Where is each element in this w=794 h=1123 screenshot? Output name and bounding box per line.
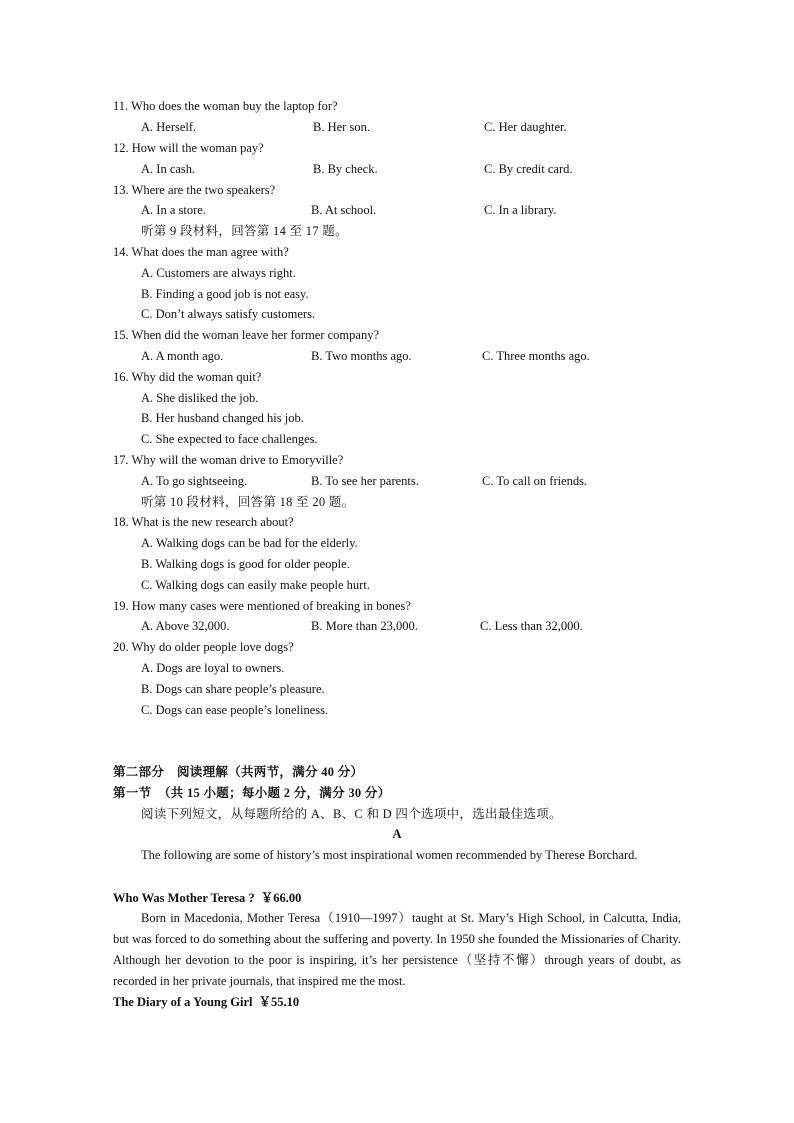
q20-option-a: A. Dogs are loyal to owners.	[141, 661, 285, 675]
book-heading-1	[113, 890, 301, 906]
q16-option-c: C. She expected to face challenges.	[141, 432, 318, 446]
q17-option-c: C. To call on friends.	[482, 474, 588, 488]
q18-option-c: C. Walking dogs can easily make people hurt.	[141, 578, 370, 592]
q19-option-b: B. More than 23,000.	[311, 619, 418, 633]
q20-option-c: C. Dogs can ease people’s loneliness.	[141, 703, 329, 717]
reading-instruction: 阅读下列短文，从每题所给的 A、B、C 和 D 四个选项中，选出最佳选项。	[141, 807, 562, 821]
question-18: 18. What is the new research about?	[113, 515, 294, 529]
q19-option-a: A. Above 32,000.	[141, 619, 230, 633]
section-one-title: 第一节 （共 15 小题；每小题 2 分，满分 30 分）	[113, 786, 391, 800]
passage-intro: The following are some of history’s most inspirational women recommended by Therese Borchard.	[141, 848, 638, 862]
book-price-1: ￥66.00	[260, 891, 302, 905]
q14-option-a: A. Customers are always right.	[141, 266, 296, 280]
instruction-segment-10: 听第 10 段材料，回答第 18 至 20 题。	[141, 495, 355, 509]
q14-option-c: C. Don’t always satisfy customers.	[141, 307, 316, 321]
q13-option-b: B. At school.	[311, 203, 377, 217]
question-17: 17. Why will the woman drive to Emoryville?	[113, 453, 344, 467]
part-two-title: 第二部分 阅读理解（共两节，满分 40 分）	[113, 765, 364, 779]
book-title-2: The Diary of a Young Girl	[113, 995, 253, 1009]
q17-option-a: A. To go sightseeing.	[141, 474, 248, 488]
q13-option-c: C. In a library.	[484, 203, 557, 217]
q20-option-b: B. Dogs can share people’s pleasure.	[141, 682, 325, 696]
question-19: 19. How many cases were mentioned of breaking in bones?	[113, 599, 411, 613]
question-16: 16. Why did the woman quit?	[113, 370, 262, 384]
q18-option-a: A. Walking dogs can be bad for the elderly.	[141, 536, 358, 550]
question-20: 20. Why do older people love dogs?	[113, 640, 294, 654]
q19-option-c: C. Less than 32,000.	[480, 619, 583, 633]
q15-option-a: A. A month ago.	[141, 349, 224, 363]
q13-option-a: A. In a store.	[141, 203, 206, 217]
q12-option-b: B. By check.	[313, 162, 378, 176]
q15-option-c: C. Three months ago.	[482, 349, 590, 363]
question-13: 13. Where are the two speakers?	[113, 183, 276, 197]
q18-option-b: B. Walking dogs is good for older people.	[141, 557, 350, 571]
book-description-1: Born in Macedonia, Mother Teresa（1910—1997）taught at St. Mary’s High School, in Calcutta, India, but was forced to do something about the suffering and poverty. In 1950 she founded the Missionaries of Charity. Although her devotion to the poor is inspiring, it’s her persistence（坚持不懈）through years of doubt, as recorded in her private journals, that inspired me the most.	[113, 911, 681, 988]
q11-option-b: B. Her son.	[313, 120, 370, 134]
question-15: 15. When did the woman leave her former company?	[113, 328, 379, 342]
q16-option-b: B. Her husband changed his job.	[141, 411, 304, 425]
q17-option-b: B. To see her parents.	[311, 474, 419, 488]
book-price-2: ￥55.10	[258, 995, 300, 1009]
q16-option-a: A. She disliked the job.	[141, 391, 259, 405]
q14-option-b: B. Finding a good job is not easy.	[141, 287, 309, 301]
question-14: 14. What does the man agree with?	[113, 245, 289, 259]
q12-option-c: C. By credit card.	[484, 162, 573, 176]
question-11: 11. Who does the woman buy the laptop for?	[113, 99, 338, 113]
book-heading-2	[113, 994, 299, 1010]
instruction-segment-9: 听第 9 段材料，回答第 14 至 17 题。	[141, 224, 348, 238]
q11-option-a: A. Herself.	[141, 120, 197, 134]
passage-label: A	[392, 827, 402, 841]
question-12: 12. How will the woman pay?	[113, 141, 264, 155]
q11-option-c: C. Her daughter.	[484, 120, 567, 134]
q12-option-a: A. In cash.	[141, 162, 196, 176]
q15-option-b: B. Two months ago.	[311, 349, 412, 363]
book-title-1: Who Was Mother Teresa ?	[113, 891, 255, 905]
